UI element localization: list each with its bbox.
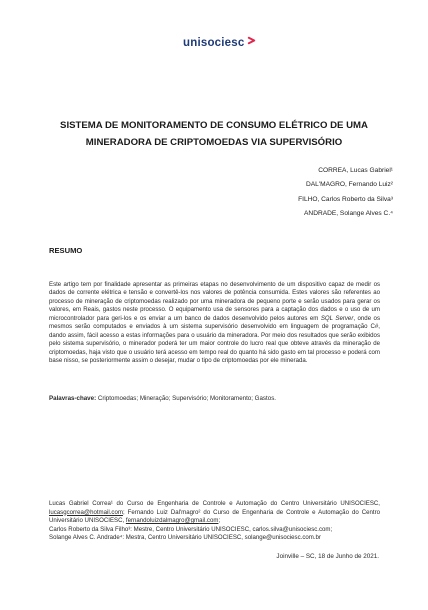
logo-text: unisociesc <box>183 37 245 49</box>
author-4: ANDRADE, Solange Alves C.⁴ <box>304 209 393 217</box>
abstract-text-part-1: Este artigo tem por finalidade apresentar as primeiras etapas no desenvolvimento de um dispositivo capaz de medir os dados de corrente elétrica e tensão e convertê-los nos valores de potência consumida. Estes valores são referentes ao processo de mineração de criptomoedas realizado por uma mineradora de pequeno porte e serão usados para gerar os valores, em Reais, gastos neste processo. O equipamento usa de sensores para a captação dos dados e o uso de um microcontrolador para geri-los e os enviar a um banco de dados desenvolvido pelos autores em <box>49 281 380 322</box>
author-list <box>298 164 393 221</box>
unisociesc-logo <box>183 37 256 49</box>
footnote-2-end: ; <box>218 517 221 524</box>
footnote-3: Carlos Roberto da Silva Filho³: Mestre, Centro Universitário UNISOCIESC, carlos.silva@unisociesc.com; <box>49 525 333 533</box>
abstract-heading: RESUMO <box>49 246 83 255</box>
keywords-label: Palavras-chave: <box>49 395 97 402</box>
keywords <box>49 395 276 402</box>
footnote-1-2 <box>49 500 380 526</box>
footnote-2-text: ; Fernando Luiz Dal'magro² do Curso de Engenharia de Controle e Automação do Centro Universitário UNISOCIESC, <box>49 508 380 524</box>
title-line-1: SISTEMA DE MONITORAMENTO DE CONSUMO ELÉTRICO DE UMA <box>60 120 368 131</box>
title-line-2: MINERADORA DE CRIPTOMOEDAS VIA SUPERVISÓRIO <box>85 137 343 148</box>
author-2: DAL'MAGRO, Fernando Luiz² <box>305 181 393 189</box>
logo-chevron-icon <box>247 36 256 45</box>
author-1: CORREA, Lucas Gabriel¹ <box>318 167 393 174</box>
footnote-1-email-link[interactable]: lucasgcorrea@hotmail.com <box>49 508 123 516</box>
footnote-4: Solange Alves C. Andrade⁴: Mestra, Centro Universitário UNISOCIESC, solange@unisociesc.com.br <box>49 534 321 541</box>
author-footnotes <box>49 500 380 543</box>
footnote-1-text: Lucas Gabriel Correa¹ do Curso de Engenharia de Controle e Automação do Centro Universitário UNISOCIESC, <box>49 500 380 507</box>
document-title <box>30 117 398 151</box>
abstract-text-part-2: , onde os mesmos serão computados e enviados à um sistema supervisório desenvolvido em linguagem de programação C#, dando assim, fácil acesso a estas informações para o usuário da mineradora. Por meio dos resultados que serão exibidos pelo sistema supervisório, o minerador poderá ter um maior controle do lucro real que obteve através da mineração de criptomoedas, haja visto que o usuário terá acesso em tempo real do quanto há sido gasto em tal processo e poderá com base nisso, se posteriormente assim o desejar, mudar o tipo de criptomoedas por ele minerada. <box>49 314 380 365</box>
footnote-2-email-link[interactable]: fernandoluizdalmagro@gmail.com <box>125 517 219 524</box>
abstract-sql-server: SQL Server <box>320 314 354 322</box>
abstract-body <box>49 281 380 366</box>
author-3: FILHO, Carlos Roberto da Silva³ <box>298 195 393 203</box>
place-and-date: Joinville – SC, 18 de Junho de 2021. <box>276 553 379 560</box>
keywords-value: Criptomoedas; Mineração; Supervisório; Monitoramento; Gastos. <box>96 395 277 402</box>
